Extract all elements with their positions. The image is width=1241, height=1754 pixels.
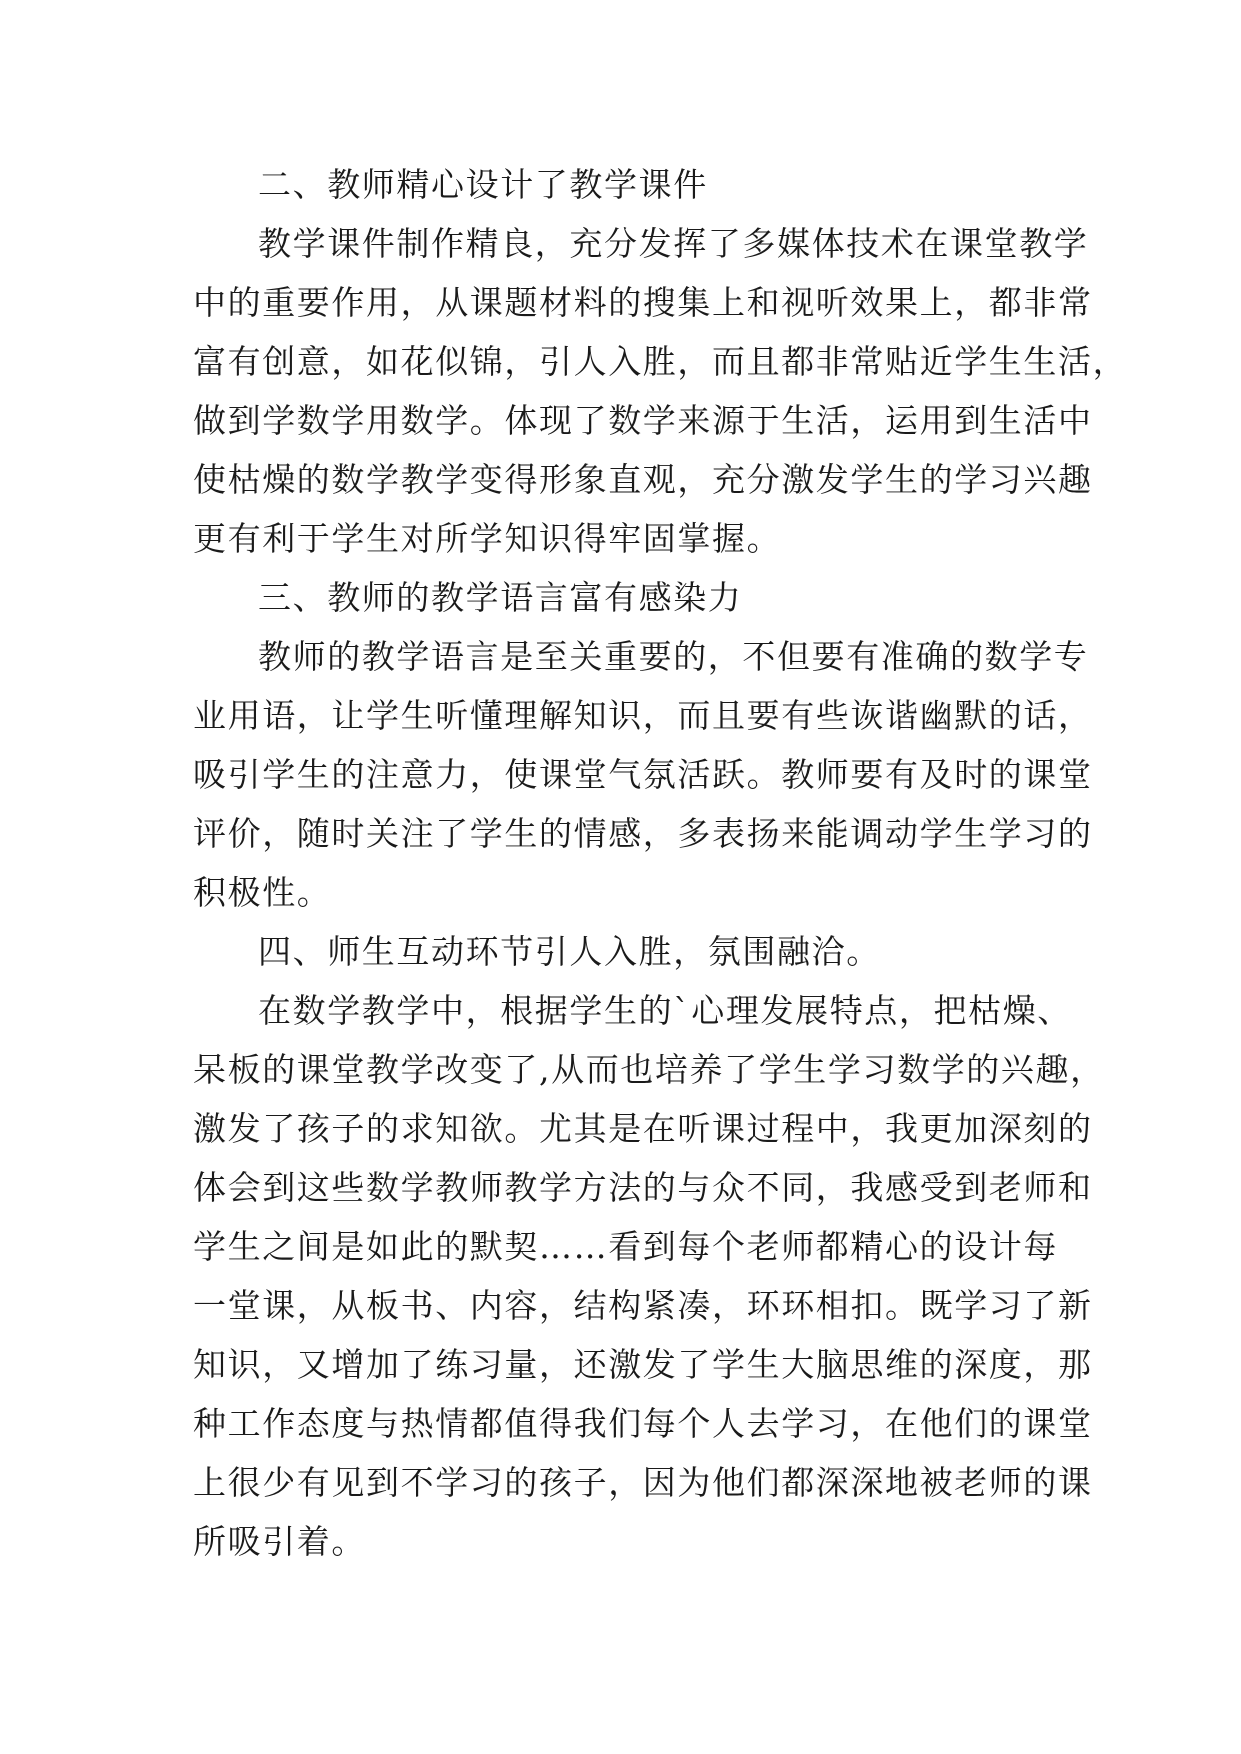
paragraph-line: 知识，又增加了练习量，还激发了学生大脑思维的深度，那 bbox=[193, 1345, 1093, 1384]
paragraph-line: 富有创意，如花似锦，引人入胜，而且都非常贴近学生生活， bbox=[193, 342, 1128, 381]
paragraph-line: 学生之间是如此的默契……看到每个老师都精心的设计每 bbox=[193, 1227, 1058, 1266]
section-heading-2: 二、教师精心设计了教学课件 bbox=[258, 165, 708, 204]
paragraph-line: 吸引学生的注意力，使课堂气氛活跃。教师要有及时的课堂 bbox=[193, 755, 1093, 794]
paragraph-line: 教学课件制作精良，充分发挥了多媒体技术在课堂教学 bbox=[258, 224, 1089, 263]
paragraph-line: 一堂课，从板书、内容，结构紧凑，环环相扣。既学习了新 bbox=[193, 1286, 1093, 1325]
paragraph-line: 积极性。 bbox=[193, 873, 332, 912]
paragraph-line: 教师的教学语言是至关重要的，不但要有准确的数学专 bbox=[258, 637, 1089, 676]
paragraph-line: 种工作态度与热情都值得我们每个人去学习，在他们的课堂 bbox=[193, 1404, 1093, 1443]
section-heading-3: 三、教师的教学语言富有感染力 bbox=[258, 578, 743, 617]
paragraph-line: 体会到这些数学教师教学方法的与众不同，我感受到老师和 bbox=[193, 1168, 1093, 1207]
paragraph-line: 所吸引着。 bbox=[193, 1522, 366, 1561]
paragraph-line: 业用语，让学生听懂理解知识，而且要有些诙谐幽默的话， bbox=[193, 696, 1093, 735]
paragraph-line: 使枯燥的数学教学变得形象直观，充分激发学生的学习兴趣 bbox=[193, 460, 1093, 499]
paragraph-line: 中的重要作用，从课题材料的搜集上和视听效果上，都非常 bbox=[193, 283, 1093, 322]
paragraph-line: 更有利于学生对所学知识得牢固掌握。 bbox=[193, 519, 782, 558]
paragraph-line: 评价，随时关注了学生的情感，多表扬来能调动学生学习的 bbox=[193, 814, 1093, 853]
paragraph-line: 呆板的课堂教学改变了,从而也培养了学生学习数学的兴趣， bbox=[193, 1050, 1105, 1089]
section-heading-4: 四、师生互动环节引人入胜，氛围融洽。 bbox=[258, 932, 881, 971]
paragraph-line: 做到学数学用数学。体现了数学来源于生活，运用到生活中 bbox=[193, 401, 1093, 440]
paragraph-line: 在数学教学中，根据学生的`心理发展特点，把枯燥、 bbox=[258, 991, 1072, 1030]
paragraph-line: 上很少有见到不学习的孩子，因为他们都深深地被老师的课 bbox=[193, 1463, 1093, 1502]
paragraph-line: 激发了孩子的求知欲。尤其是在听课过程中，我更加深刻的 bbox=[193, 1109, 1093, 1148]
